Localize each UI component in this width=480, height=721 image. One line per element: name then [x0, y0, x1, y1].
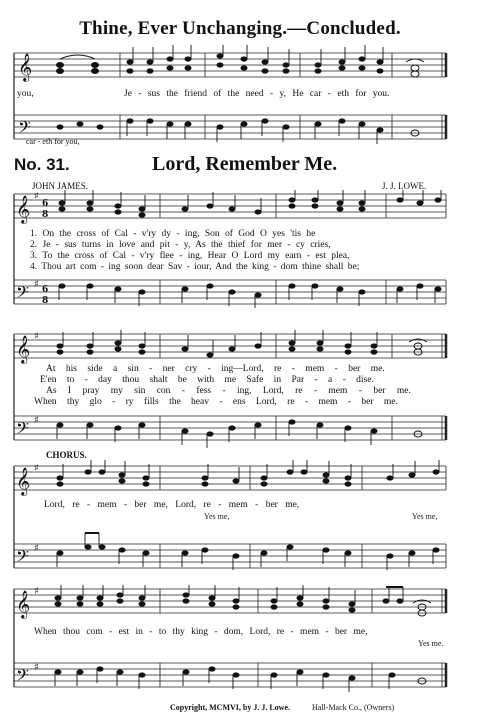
verse-3-line-1: 3. To the cross of Cal - v'ry flee - ing, Hear O Lord my earn - est plea,: [30, 251, 350, 261]
svg-text:♯: ♯: [34, 415, 39, 426]
music-system-3: [0, 460, 480, 576]
svg-text:𝄢: 𝄢: [16, 418, 29, 442]
music-system-1: [0, 190, 480, 310]
hymn-title: Lord, Remember Me.: [152, 153, 338, 175]
svg-text:𝄞: 𝄞: [16, 467, 31, 495]
verse-2-line-1: 2. Je - sus turns in love and pit - y, As the thief for mer - cy cries,: [30, 240, 331, 250]
composer: J. J. LOWE.: [382, 181, 427, 191]
svg-text:𝄞: 𝄞: [16, 590, 31, 618]
chorus-lyric-1: Lord, re - mem - ber me, Lord, re - mem - ber me,: [44, 500, 300, 510]
verse-1-line-1: 1. On the cross of Cal - v'ry dy - ing, Son of God O yes 'tis he: [30, 229, 316, 239]
verse-2-line-2: E'en to - day thou shalt be with me Safe in Par - a - dise.: [40, 375, 374, 385]
top-lyric-line: Je - sus the friend of the need - y, He car - eth for you.: [124, 89, 390, 99]
svg-text:𝄞: 𝄞: [16, 335, 31, 363]
svg-text:𝄞: 𝄞: [18, 53, 33, 81]
verse-1-line-2: At his side a sin - ner cry - ing—Lord, re - mem - ber me.: [46, 364, 385, 374]
lyricist: JOHN JAMES.: [32, 181, 89, 191]
verse-3-line-2: As I pray my sin con - fess - ing, Lord, re - mem - ber me.: [46, 386, 411, 396]
svg-text:8: 8: [42, 296, 49, 306]
svg-text:𝄢: 𝄢: [16, 546, 29, 570]
svg-text:♯: ♯: [34, 191, 39, 202]
chorus-label: CHORUS.: [46, 450, 87, 460]
svg-text:6: 6: [42, 199, 49, 209]
svg-text:♯: ♯: [34, 463, 39, 474]
svg-text:𝄞: 𝄞: [16, 195, 31, 223]
svg-text:♯: ♯: [34, 662, 39, 673]
chorus-lyric-2: When thou com - est in - to thy king - dom, Lord, re - mem - ber me,: [34, 627, 368, 637]
svg-text:𝄢: 𝄢: [18, 117, 31, 141]
svg-text:♯: ♯: [34, 586, 39, 597]
top-bass-lyric: car - eth for you,: [26, 137, 80, 146]
page-title: Thine, Ever Unchanging.—Concluded.: [79, 18, 401, 39]
music-system-4: [0, 585, 480, 697]
chorus-echo-2: Yes me,: [412, 512, 438, 521]
verse-4-line-2: When thy glo - ry fills the heav - ens Lord, re - mem - ber me.: [34, 397, 398, 407]
publisher-note: Hall-Mack Co., (Owners): [312, 703, 395, 712]
svg-text:♯: ♯: [34, 331, 39, 342]
chorus-echo-1: Yes me,: [204, 512, 230, 521]
svg-text:𝄢: 𝄢: [16, 282, 29, 306]
svg-text:𝄢: 𝄢: [16, 665, 29, 689]
chorus-echo-3: Yes me.: [418, 639, 444, 648]
svg-text:♯: ♯: [34, 543, 39, 554]
hymn-number: No. 31.: [14, 155, 70, 174]
svg-text:6: 6: [42, 285, 49, 295]
svg-text:8: 8: [42, 210, 49, 220]
svg-text:♯: ♯: [34, 279, 39, 290]
copyright-note: Copyright, MCMVI, by J. J. Lowe.: [170, 703, 290, 712]
top-lyric-you: you,: [17, 89, 34, 99]
verse-4-line-1: 4. Thou art com - ing soon dear Sav - iour, And the king - dom thine shall be;: [30, 262, 360, 272]
